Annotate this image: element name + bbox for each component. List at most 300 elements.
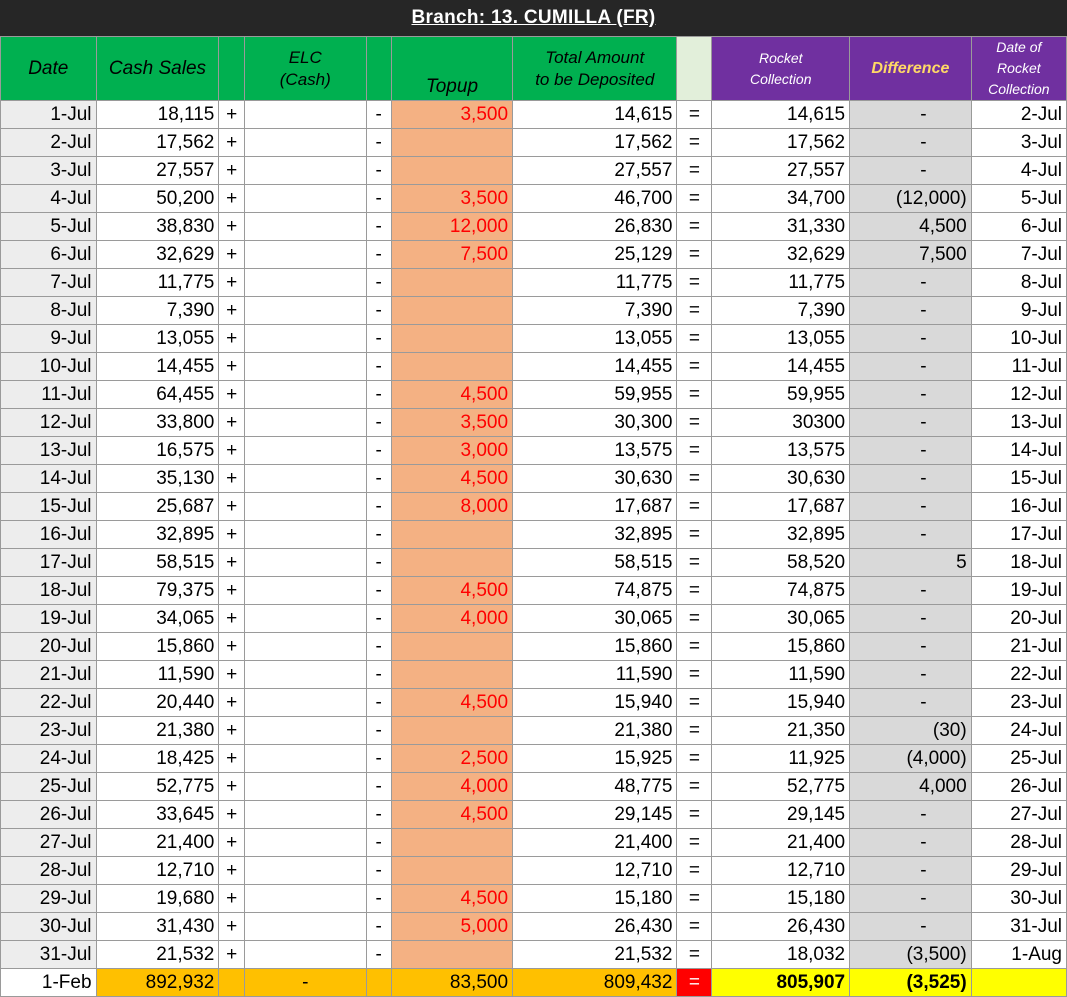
- total-deposit-cell[interactable]: 15,925: [513, 745, 677, 773]
- total-deposit-cell[interactable]: 11,775: [513, 269, 677, 297]
- date-cell[interactable]: 5-Jul: [1, 213, 97, 241]
- equals-cell[interactable]: =: [677, 717, 712, 745]
- rocket-date-cell[interactable]: 26-Jul: [971, 773, 1066, 801]
- difference-cell[interactable]: (12,000): [850, 185, 972, 213]
- equals-cell[interactable]: =: [677, 745, 712, 773]
- minus-cell[interactable]: -: [366, 269, 391, 297]
- topup-cell[interactable]: [391, 269, 512, 297]
- rocket-date-cell[interactable]: 22-Jul: [971, 661, 1066, 689]
- rocket-date-cell[interactable]: 24-Jul: [971, 717, 1066, 745]
- topup-cell[interactable]: [391, 297, 512, 325]
- rocket-date-cell[interactable]: 8-Jul: [971, 269, 1066, 297]
- total-deposit-cell[interactable]: 12,710: [513, 857, 677, 885]
- date-cell[interactable]: 2-Jul: [1, 129, 97, 157]
- plus-cell[interactable]: +: [219, 129, 245, 157]
- difference-cell[interactable]: 4,500: [850, 213, 972, 241]
- elc-cell[interactable]: [244, 493, 366, 521]
- header-elc-cash[interactable]: [244, 37, 366, 101]
- minus-cell[interactable]: -: [366, 129, 391, 157]
- equals-cell[interactable]: =: [677, 409, 712, 437]
- rocket-date-cell[interactable]: 11-Jul: [971, 353, 1066, 381]
- difference-cell[interactable]: -: [850, 381, 972, 409]
- rocket-date-cell[interactable]: 28-Jul: [971, 829, 1066, 857]
- rocket-collection-cell[interactable]: 34,700: [712, 185, 850, 213]
- plus-cell[interactable]: +: [219, 745, 245, 773]
- difference-cell[interactable]: -: [850, 437, 972, 465]
- topup-cell[interactable]: 4,500: [391, 465, 512, 493]
- minus-cell[interactable]: -: [366, 745, 391, 773]
- totals-plus-cell[interactable]: [219, 969, 245, 997]
- difference-cell[interactable]: -: [850, 857, 972, 885]
- plus-cell[interactable]: +: [219, 829, 245, 857]
- topup-cell[interactable]: 3,500: [391, 185, 512, 213]
- cash-sales-cell[interactable]: 27,557: [96, 157, 219, 185]
- rocket-collection-cell[interactable]: 18,032: [712, 941, 850, 969]
- rocket-collection-cell[interactable]: 7,390: [712, 297, 850, 325]
- difference-cell[interactable]: -: [850, 353, 972, 381]
- elc-cell[interactable]: [244, 521, 366, 549]
- date-cell[interactable]: 31-Jul: [1, 941, 97, 969]
- total-deposit-cell[interactable]: 14,455: [513, 353, 677, 381]
- date-cell[interactable]: 16-Jul: [1, 521, 97, 549]
- minus-cell[interactable]: -: [366, 885, 391, 913]
- elc-cell[interactable]: [244, 745, 366, 773]
- plus-cell[interactable]: +: [219, 213, 245, 241]
- rocket-date-cell[interactable]: 23-Jul: [971, 689, 1066, 717]
- total-deposit-cell[interactable]: 13,575: [513, 437, 677, 465]
- cash-sales-cell[interactable]: 14,455: [96, 353, 219, 381]
- header-equals-col[interactable]: [677, 37, 712, 101]
- plus-cell[interactable]: +: [219, 185, 245, 213]
- total-deposit-cell[interactable]: 7,390: [513, 297, 677, 325]
- cash-sales-cell[interactable]: 17,562: [96, 129, 219, 157]
- difference-cell[interactable]: -: [850, 269, 972, 297]
- difference-cell[interactable]: -: [850, 913, 972, 941]
- plus-cell[interactable]: +: [219, 885, 245, 913]
- total-deposit-cell[interactable]: 17,687: [513, 493, 677, 521]
- minus-cell[interactable]: -: [366, 157, 391, 185]
- minus-cell[interactable]: -: [366, 633, 391, 661]
- equals-cell[interactable]: =: [677, 353, 712, 381]
- cash-sales-cell[interactable]: 11,590: [96, 661, 219, 689]
- date-cell[interactable]: 20-Jul: [1, 633, 97, 661]
- equals-cell[interactable]: =: [677, 773, 712, 801]
- minus-cell[interactable]: -: [366, 661, 391, 689]
- totals-elc-cell[interactable]: -: [244, 969, 366, 997]
- total-deposit-cell[interactable]: 27,557: [513, 157, 677, 185]
- topup-cell[interactable]: 12,000: [391, 213, 512, 241]
- equals-cell[interactable]: =: [677, 829, 712, 857]
- total-deposit-cell[interactable]: 25,129: [513, 241, 677, 269]
- rocket-collection-cell[interactable]: 74,875: [712, 577, 850, 605]
- equals-cell[interactable]: =: [677, 465, 712, 493]
- plus-cell[interactable]: +: [219, 801, 245, 829]
- elc-cell[interactable]: [244, 549, 366, 577]
- plus-cell[interactable]: +: [219, 717, 245, 745]
- cash-sales-cell[interactable]: 32,629: [96, 241, 219, 269]
- totals-equals-cell[interactable]: =: [677, 969, 712, 997]
- equals-cell[interactable]: =: [677, 633, 712, 661]
- cash-sales-cell[interactable]: 31,430: [96, 913, 219, 941]
- plus-cell[interactable]: +: [219, 857, 245, 885]
- elc-cell[interactable]: [244, 353, 366, 381]
- rocket-collection-cell[interactable]: 11,775: [712, 269, 850, 297]
- cash-sales-cell[interactable]: 33,800: [96, 409, 219, 437]
- total-deposit-cell[interactable]: 74,875: [513, 577, 677, 605]
- rocket-date-cell[interactable]: 25-Jul: [971, 745, 1066, 773]
- cash-sales-cell[interactable]: 58,515: [96, 549, 219, 577]
- equals-cell[interactable]: =: [677, 437, 712, 465]
- minus-cell[interactable]: -: [366, 829, 391, 857]
- equals-cell[interactable]: =: [677, 493, 712, 521]
- rocket-collection-cell[interactable]: 32,629: [712, 241, 850, 269]
- minus-cell[interactable]: -: [366, 689, 391, 717]
- rocket-collection-cell[interactable]: 13,055: [712, 325, 850, 353]
- topup-cell[interactable]: [391, 661, 512, 689]
- topup-cell[interactable]: 3,000: [391, 437, 512, 465]
- elc-cell[interactable]: [244, 717, 366, 745]
- plus-cell[interactable]: +: [219, 241, 245, 269]
- minus-cell[interactable]: -: [366, 353, 391, 381]
- minus-cell[interactable]: -: [366, 493, 391, 521]
- equals-cell[interactable]: =: [677, 661, 712, 689]
- rocket-date-cell[interactable]: 13-Jul: [971, 409, 1066, 437]
- elc-cell[interactable]: [244, 829, 366, 857]
- total-deposit-cell[interactable]: 29,145: [513, 801, 677, 829]
- rocket-date-cell[interactable]: 1-Aug: [971, 941, 1066, 969]
- topup-cell[interactable]: 4,500: [391, 381, 512, 409]
- total-deposit-cell[interactable]: 26,430: [513, 913, 677, 941]
- rocket-date-cell[interactable]: 15-Jul: [971, 465, 1066, 493]
- difference-cell[interactable]: -: [850, 633, 972, 661]
- topup-cell[interactable]: 4,500: [391, 577, 512, 605]
- rocket-collection-cell[interactable]: 32,895: [712, 521, 850, 549]
- minus-cell[interactable]: -: [366, 241, 391, 269]
- header-date[interactable]: Date: [1, 37, 97, 101]
- totals-topup-cell[interactable]: 83,500: [391, 969, 512, 997]
- topup-cell[interactable]: 4,500: [391, 689, 512, 717]
- rocket-collection-cell[interactable]: 30,065: [712, 605, 850, 633]
- rocket-date-cell[interactable]: 2-Jul: [971, 101, 1066, 129]
- plus-cell[interactable]: +: [219, 549, 245, 577]
- equals-cell[interactable]: =: [677, 269, 712, 297]
- total-deposit-cell[interactable]: 15,940: [513, 689, 677, 717]
- rocket-collection-cell[interactable]: 30,630: [712, 465, 850, 493]
- date-cell[interactable]: 24-Jul: [1, 745, 97, 773]
- elc-cell[interactable]: [244, 213, 366, 241]
- equals-cell[interactable]: =: [677, 941, 712, 969]
- topup-cell[interactable]: 8,000: [391, 493, 512, 521]
- cash-sales-cell[interactable]: 21,532: [96, 941, 219, 969]
- elc-cell[interactable]: [244, 297, 366, 325]
- cash-sales-cell[interactable]: 19,680: [96, 885, 219, 913]
- total-deposit-cell[interactable]: 58,515: [513, 549, 677, 577]
- rocket-collection-cell[interactable]: 26,430: [712, 913, 850, 941]
- rocket-collection-cell[interactable]: 14,455: [712, 353, 850, 381]
- rocket-date-cell[interactable]: 30-Jul: [971, 885, 1066, 913]
- rocket-date-cell[interactable]: 6-Jul: [971, 213, 1066, 241]
- total-deposit-cell[interactable]: 30,630: [513, 465, 677, 493]
- plus-cell[interactable]: +: [219, 269, 245, 297]
- branch-title-bar[interactable]: [0, 0, 1067, 37]
- plus-cell[interactable]: +: [219, 101, 245, 129]
- elc-cell[interactable]: [244, 241, 366, 269]
- equals-cell[interactable]: =: [677, 381, 712, 409]
- plus-cell[interactable]: +: [219, 409, 245, 437]
- rocket-date-cell[interactable]: 5-Jul: [971, 185, 1066, 213]
- topup-cell[interactable]: [391, 857, 512, 885]
- difference-cell[interactable]: -: [850, 493, 972, 521]
- elc-cell[interactable]: [244, 661, 366, 689]
- date-cell[interactable]: 8-Jul: [1, 297, 97, 325]
- equals-cell[interactable]: =: [677, 913, 712, 941]
- difference-cell[interactable]: (3,500): [850, 941, 972, 969]
- rocket-date-cell[interactable]: 9-Jul: [971, 297, 1066, 325]
- plus-cell[interactable]: +: [219, 353, 245, 381]
- plus-cell[interactable]: +: [219, 577, 245, 605]
- difference-cell[interactable]: -: [850, 325, 972, 353]
- cash-sales-cell[interactable]: 25,687: [96, 493, 219, 521]
- elc-cell[interactable]: [244, 185, 366, 213]
- date-cell[interactable]: 28-Jul: [1, 857, 97, 885]
- minus-cell[interactable]: -: [366, 437, 391, 465]
- date-cell[interactable]: 10-Jul: [1, 353, 97, 381]
- rocket-collection-cell[interactable]: 29,145: [712, 801, 850, 829]
- plus-cell[interactable]: +: [219, 381, 245, 409]
- rocket-date-cell[interactable]: 12-Jul: [971, 381, 1066, 409]
- rocket-collection-cell[interactable]: 11,590: [712, 661, 850, 689]
- cash-sales-cell[interactable]: 33,645: [96, 801, 219, 829]
- minus-cell[interactable]: -: [366, 521, 391, 549]
- header-cash-sales[interactable]: Cash Sales: [96, 37, 219, 101]
- topup-cell[interactable]: [391, 521, 512, 549]
- topup-cell[interactable]: [391, 129, 512, 157]
- date-cell[interactable]: 27-Jul: [1, 829, 97, 857]
- topup-cell[interactable]: 3,500: [391, 101, 512, 129]
- plus-cell[interactable]: +: [219, 633, 245, 661]
- plus-cell[interactable]: +: [219, 773, 245, 801]
- difference-cell[interactable]: -: [850, 129, 972, 157]
- totals-minus-cell[interactable]: [366, 969, 391, 997]
- cash-sales-cell[interactable]: 52,775: [96, 773, 219, 801]
- equals-cell[interactable]: =: [677, 521, 712, 549]
- elc-cell[interactable]: [244, 913, 366, 941]
- rocket-collection-cell[interactable]: 17,687: [712, 493, 850, 521]
- elc-cell[interactable]: [244, 437, 366, 465]
- total-deposit-cell[interactable]: 21,532: [513, 941, 677, 969]
- total-deposit-cell[interactable]: 15,180: [513, 885, 677, 913]
- date-cell[interactable]: 19-Jul: [1, 605, 97, 633]
- rocket-collection-cell[interactable]: 59,955: [712, 381, 850, 409]
- date-cell[interactable]: 26-Jul: [1, 801, 97, 829]
- topup-cell[interactable]: [391, 353, 512, 381]
- difference-cell[interactable]: 4,000: [850, 773, 972, 801]
- difference-cell[interactable]: -: [850, 409, 972, 437]
- topup-cell[interactable]: [391, 633, 512, 661]
- difference-cell[interactable]: -: [850, 521, 972, 549]
- topup-cell[interactable]: 2,500: [391, 745, 512, 773]
- date-cell[interactable]: 14-Jul: [1, 465, 97, 493]
- totals-total-cell[interactable]: 809,432: [513, 969, 677, 997]
- rocket-date-cell[interactable]: 14-Jul: [971, 437, 1066, 465]
- cash-sales-cell[interactable]: 18,425: [96, 745, 219, 773]
- elc-cell[interactable]: [244, 633, 366, 661]
- total-deposit-cell[interactable]: 21,380: [513, 717, 677, 745]
- topup-cell[interactable]: [391, 829, 512, 857]
- cash-sales-cell[interactable]: 35,130: [96, 465, 219, 493]
- equals-cell[interactable]: =: [677, 213, 712, 241]
- elc-cell[interactable]: [244, 773, 366, 801]
- elc-cell[interactable]: [244, 577, 366, 605]
- elc-cell[interactable]: [244, 269, 366, 297]
- date-cell[interactable]: 22-Jul: [1, 689, 97, 717]
- plus-cell[interactable]: +: [219, 689, 245, 717]
- plus-cell[interactable]: +: [219, 465, 245, 493]
- equals-cell[interactable]: =: [677, 801, 712, 829]
- header-minus-col[interactable]: [366, 37, 391, 101]
- elc-cell[interactable]: [244, 101, 366, 129]
- rocket-date-cell[interactable]: 4-Jul: [971, 157, 1066, 185]
- date-cell[interactable]: 3-Jul: [1, 157, 97, 185]
- rocket-date-cell[interactable]: 3-Jul: [971, 129, 1066, 157]
- equals-cell[interactable]: =: [677, 129, 712, 157]
- difference-cell[interactable]: 5: [850, 549, 972, 577]
- equals-cell[interactable]: =: [677, 325, 712, 353]
- date-cell[interactable]: 21-Jul: [1, 661, 97, 689]
- cash-sales-cell[interactable]: 16,575: [96, 437, 219, 465]
- totals-rocket-cell[interactable]: 805,907: [712, 969, 850, 997]
- date-cell[interactable]: 30-Jul: [1, 913, 97, 941]
- elc-cell[interactable]: [244, 885, 366, 913]
- topup-cell[interactable]: 7,500: [391, 241, 512, 269]
- rocket-collection-cell[interactable]: 52,775: [712, 773, 850, 801]
- minus-cell[interactable]: -: [366, 773, 391, 801]
- date-cell[interactable]: 13-Jul: [1, 437, 97, 465]
- topup-cell[interactable]: [391, 549, 512, 577]
- difference-cell[interactable]: (30): [850, 717, 972, 745]
- equals-cell[interactable]: =: [677, 577, 712, 605]
- rocket-collection-cell[interactable]: 17,562: [712, 129, 850, 157]
- difference-cell[interactable]: -: [850, 885, 972, 913]
- header-topup[interactable]: Topup: [391, 37, 512, 101]
- totals-difference-cell[interactable]: (3,525): [850, 969, 972, 997]
- header-date-rocket-collection[interactable]: [971, 37, 1066, 101]
- rocket-collection-cell[interactable]: 14,615: [712, 101, 850, 129]
- total-deposit-cell[interactable]: 15,860: [513, 633, 677, 661]
- difference-cell[interactable]: -: [850, 157, 972, 185]
- total-deposit-cell[interactable]: 30,300: [513, 409, 677, 437]
- topup-cell[interactable]: [391, 717, 512, 745]
- cash-sales-cell[interactable]: 7,390: [96, 297, 219, 325]
- date-cell[interactable]: 15-Jul: [1, 493, 97, 521]
- minus-cell[interactable]: -: [366, 577, 391, 605]
- topup-cell[interactable]: [391, 157, 512, 185]
- date-cell[interactable]: 23-Jul: [1, 717, 97, 745]
- rocket-date-cell[interactable]: 17-Jul: [971, 521, 1066, 549]
- minus-cell[interactable]: -: [366, 857, 391, 885]
- header-rocket-collection[interactable]: [712, 37, 850, 101]
- difference-cell[interactable]: -: [850, 101, 972, 129]
- rocket-collection-cell[interactable]: 21,400: [712, 829, 850, 857]
- header-total-deposit[interactable]: [513, 37, 677, 101]
- minus-cell[interactable]: -: [366, 409, 391, 437]
- minus-cell[interactable]: -: [366, 801, 391, 829]
- date-cell[interactable]: 29-Jul: [1, 885, 97, 913]
- minus-cell[interactable]: -: [366, 101, 391, 129]
- difference-cell[interactable]: -: [850, 577, 972, 605]
- equals-cell[interactable]: =: [677, 185, 712, 213]
- plus-cell[interactable]: +: [219, 325, 245, 353]
- equals-cell[interactable]: =: [677, 241, 712, 269]
- minus-cell[interactable]: -: [366, 381, 391, 409]
- cash-sales-cell[interactable]: 20,440: [96, 689, 219, 717]
- elc-cell[interactable]: [244, 605, 366, 633]
- cash-sales-cell[interactable]: 12,710: [96, 857, 219, 885]
- topup-cell[interactable]: 4,500: [391, 801, 512, 829]
- elc-cell[interactable]: [244, 465, 366, 493]
- cash-sales-cell[interactable]: 79,375: [96, 577, 219, 605]
- topup-cell[interactable]: 4,000: [391, 773, 512, 801]
- minus-cell[interactable]: -: [366, 213, 391, 241]
- date-cell[interactable]: 1-Jul: [1, 101, 97, 129]
- cash-sales-cell[interactable]: 11,775: [96, 269, 219, 297]
- plus-cell[interactable]: +: [219, 297, 245, 325]
- elc-cell[interactable]: [244, 325, 366, 353]
- minus-cell[interactable]: -: [366, 325, 391, 353]
- equals-cell[interactable]: =: [677, 549, 712, 577]
- rocket-collection-cell[interactable]: 15,180: [712, 885, 850, 913]
- minus-cell[interactable]: -: [366, 185, 391, 213]
- total-deposit-cell[interactable]: 46,700: [513, 185, 677, 213]
- plus-cell[interactable]: +: [219, 941, 245, 969]
- cash-sales-cell[interactable]: 32,895: [96, 521, 219, 549]
- rocket-collection-cell[interactable]: 30300: [712, 409, 850, 437]
- minus-cell[interactable]: -: [366, 941, 391, 969]
- difference-cell[interactable]: -: [850, 829, 972, 857]
- difference-cell[interactable]: -: [850, 297, 972, 325]
- date-cell[interactable]: 7-Jul: [1, 269, 97, 297]
- total-deposit-cell[interactable]: 11,590: [513, 661, 677, 689]
- rocket-collection-cell[interactable]: 12,710: [712, 857, 850, 885]
- total-deposit-cell[interactable]: 32,895: [513, 521, 677, 549]
- minus-cell[interactable]: -: [366, 465, 391, 493]
- rocket-date-cell[interactable]: 19-Jul: [971, 577, 1066, 605]
- rocket-date-cell[interactable]: 18-Jul: [971, 549, 1066, 577]
- plus-cell[interactable]: +: [219, 437, 245, 465]
- date-cell[interactable]: 4-Jul: [1, 185, 97, 213]
- totals-date-cell[interactable]: 1-Feb: [1, 969, 97, 997]
- date-cell[interactable]: 11-Jul: [1, 381, 97, 409]
- rocket-collection-cell[interactable]: 13,575: [712, 437, 850, 465]
- elc-cell[interactable]: [244, 857, 366, 885]
- difference-cell[interactable]: -: [850, 801, 972, 829]
- cash-sales-cell[interactable]: 13,055: [96, 325, 219, 353]
- elc-cell[interactable]: [244, 409, 366, 437]
- difference-cell[interactable]: (4,000): [850, 745, 972, 773]
- equals-cell[interactable]: =: [677, 857, 712, 885]
- cash-sales-cell[interactable]: 21,400: [96, 829, 219, 857]
- date-cell[interactable]: 9-Jul: [1, 325, 97, 353]
- elc-cell[interactable]: [244, 129, 366, 157]
- rocket-date-cell[interactable]: 10-Jul: [971, 325, 1066, 353]
- topup-cell[interactable]: 4,000: [391, 605, 512, 633]
- topup-cell[interactable]: 5,000: [391, 913, 512, 941]
- minus-cell[interactable]: -: [366, 605, 391, 633]
- total-deposit-cell[interactable]: 26,830: [513, 213, 677, 241]
- elc-cell[interactable]: [244, 381, 366, 409]
- rocket-collection-cell[interactable]: 11,925: [712, 745, 850, 773]
- rocket-collection-cell[interactable]: 27,557: [712, 157, 850, 185]
